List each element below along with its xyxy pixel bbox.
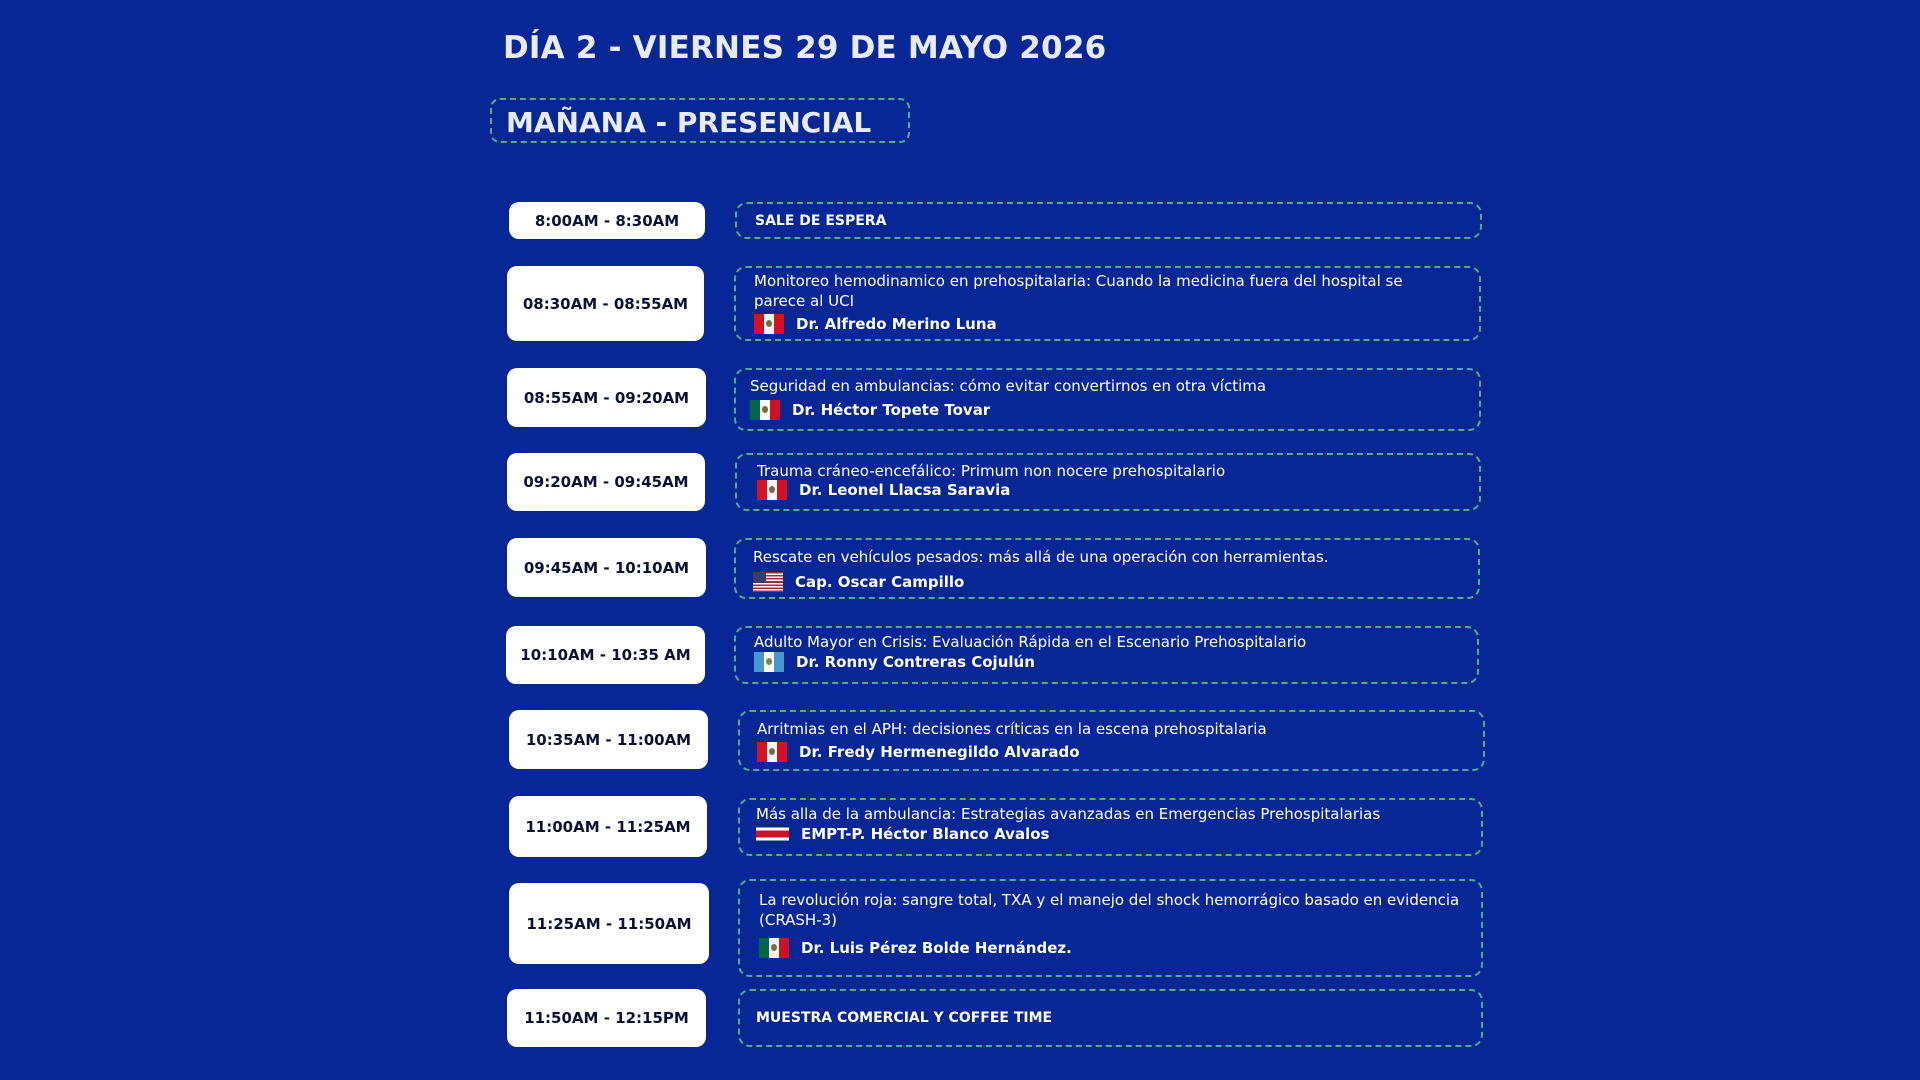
- speaker-line: [756, 824, 1463, 844]
- session-card: [734, 626, 1479, 684]
- page-title: DÍA 2 - VIERNES 29 DE MAYO 2026: [503, 30, 1107, 66]
- time-slot: 08:30AM - 08:55AM: [507, 266, 704, 341]
- speaker-name: Dr. Luis Pérez Bolde Hernández.: [801, 939, 1072, 957]
- session-card: [738, 989, 1483, 1047]
- session-card: [738, 879, 1483, 977]
- mexico-flag-icon: [759, 938, 789, 958]
- speaker-line: [759, 938, 1463, 958]
- speaker-line: [754, 314, 1461, 334]
- talk-title: Adulto Mayor en Crisis: Evaluación Rápida en el Escenario Prehospitalario: [754, 633, 1307, 651]
- guatemala-flag-icon: [754, 652, 784, 672]
- speaker-name: Dr. Héctor Topete Tovar: [792, 401, 991, 419]
- talk-title: Arritmias en el APH: decisiones críticas en la escena prehospitalaria: [757, 720, 1267, 738]
- talk-title: Seguridad en ambulancias: cómo evitar convertirnos en otra víctima: [750, 377, 1267, 395]
- time-slot: 11:50AM - 12:15PM: [507, 989, 706, 1047]
- session-label: SALE DE ESPERA: [755, 212, 887, 229]
- time-slot: 11:00AM - 11:25AM: [509, 796, 707, 857]
- session-card: [735, 202, 1482, 239]
- time-slot: 8:00AM - 8:30AM: [509, 202, 705, 239]
- session-card: [738, 710, 1485, 771]
- speaker-name: Dr. Alfredo Merino Luna: [796, 315, 997, 333]
- speaker-line: [753, 572, 1460, 592]
- usa-flag-icon: [753, 572, 783, 592]
- speaker-line: [757, 742, 1465, 762]
- talk-title: Rescate en vehículos pesados: más allá de una operación con herramientas.: [753, 548, 1329, 566]
- peru-flag-icon: [757, 742, 787, 762]
- speaker-name: Dr. Leonel Llacsa Saravia: [799, 481, 1011, 499]
- time-slot: 09:20AM - 09:45AM: [507, 453, 705, 511]
- talk-title: Monitoreo hemodinamico en prehospitalaria: Cuando la medicina fuera del hospital se parece al UCI: [754, 272, 1403, 310]
- peru-flag-icon: [754, 314, 784, 334]
- talk-title: Trauma cráneo-encefálico: Primum non nocere prehospitalario: [757, 462, 1226, 480]
- time-slot: 11:25AM - 11:50AM: [509, 883, 709, 964]
- session-card: [734, 538, 1480, 599]
- talk-title: Más alla de la ambulancia: Estrategias avanzadas en Emergencias Prehospitalarias: [756, 805, 1381, 823]
- time-slot: 09:45AM - 10:10AM: [507, 538, 706, 597]
- speaker-name: Cap. Oscar Campillo: [795, 573, 965, 591]
- speaker-line: [757, 480, 1461, 500]
- speaker-name: Dr. Ronny Contreras Cojulún: [796, 653, 1035, 671]
- peru-flag-icon: [757, 480, 787, 500]
- speaker-line: [750, 400, 1461, 420]
- section-label: MAÑANA - PRESENCIAL: [506, 106, 872, 139]
- session-card: [735, 453, 1481, 511]
- session-card: [734, 266, 1481, 341]
- talk-title: La revolución roja: sangre total, TXA y el manejo del shock hemorrágico basado en evidencia (CRASH-3): [759, 891, 1460, 929]
- speaker-name: Dr. Fredy Hermenegildo Alvarado: [799, 743, 1080, 761]
- speaker-name: EMPT-P. Héctor Blanco Avalos: [801, 825, 1050, 843]
- costa-rica-flag-icon: [756, 824, 789, 844]
- session-card: [734, 368, 1481, 431]
- time-slot: 08:55AM - 09:20AM: [507, 368, 706, 427]
- section-header: [490, 98, 910, 143]
- speaker-line: [754, 652, 1459, 672]
- time-slot: 10:35AM - 11:00AM: [509, 710, 708, 769]
- mexico-flag-icon: [750, 400, 780, 420]
- time-slot: 10:10AM - 10:35 AM: [506, 626, 705, 684]
- session-label: MUESTRA COMERCIAL Y COFFEE TIME: [756, 1010, 1053, 1026]
- session-card: [738, 798, 1483, 856]
